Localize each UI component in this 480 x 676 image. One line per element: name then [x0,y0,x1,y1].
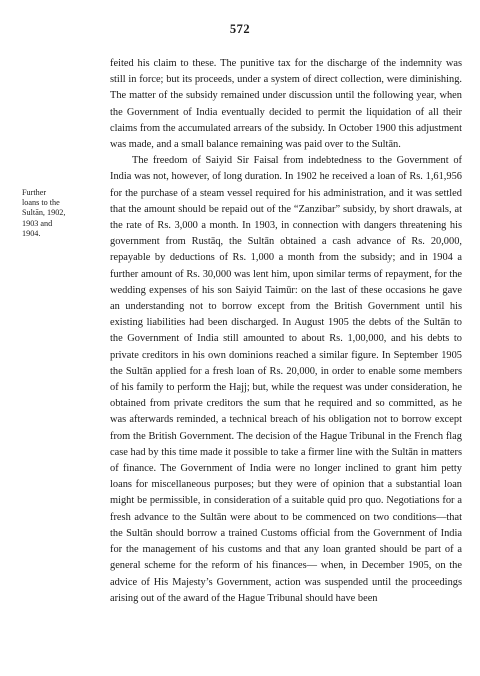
page-number: 572 [229,22,251,36]
margin-note-line: loans to the [22,198,60,208]
body-text [110,56,462,607]
margin-note [22,188,102,239]
paragraph: feited his claim to these. The punitive tax for the discharge of the indemnity was still in force; but its proceeds, under a system of direct collection, were diminishing. The matter of the subsidy remained under discussion until the following year, when the Government of India eventually decided to permit the liquidation of all their claims from the accumulated arrears of the subsidy. In October 1900 this adjustment was made, and a small balance remaining was paid over to the Sultān. [110,58,462,151]
margin-note-line: 1904. [22,228,41,238]
margin-note-line: Further [22,188,47,197]
margin-note-line: Sultān, 1902, [22,208,66,218]
paragraph: The freedom of Saiyid Sir Faisal from indebtedness to the Government of India was not, however, of long duration. In 1902 he received a loan of Rs. 1,61,956 for the purchase of a steam vessel required for his administration, and it was settled that the amount should be repaid out of the “Zanzibar” subsidy, by short drawals, at the rate of Rs. 3,000 a month. In 1903, in connection with dangers threatening his government from Rustāq, the Sultān obtained a cash advance of Rs. 20,000, repayable by deductions of Rs. 1,000 a month from the subsidy; and in 1904 a further amount of Rs. 30,000 was lent him, upon similar terms of repayment, for the wedding expenses of his son Saiyid Taimūr: on the last of these occasions he gave an understanding not to borrow except from the British Government until his existing liabilities had been discharged. In August 1905 the debts of the Sultān to the Government of India still amounted to about Rs. 1,00,000, and his debts to private creditors in his own dominions reached a similar figure. In September 1905 the Sultān applied for a fresh loan of Rs. 20,000, in order to enable some members of his family to perform the Hajj; but, while the request was under consideration, he obtained from private creditors the sum that he required and so committed, as he was afterwards reminded, a technical breach of his obligation not to borrow except from the British Government. The decision of the Hague Tribunal in the French flag case had by this time made it possible to take a firmer line with the Sultān in matters of finance. The Government of India were no longer inclined to grant him petty loans for miscellaneous purposes; but they were of opinion that a substantial loan might be permissible, in consideration of a suitable quid pro quo. Negotiations for a fresh advance to the Sultān were about to be commenced on two conditions—that the Sultān should borrow a trained Customs official from the Government of India for the management of his customs and that any loan granted should be part of a general scheme for the reform of his finances— when, in December 1905, on the advice of His Majesty’s Government, action was suspended until the proceedings arising out of the award of the Hague Tribunal should have been [110,155,462,604]
margin-note-line: 1903 and [22,218,53,228]
